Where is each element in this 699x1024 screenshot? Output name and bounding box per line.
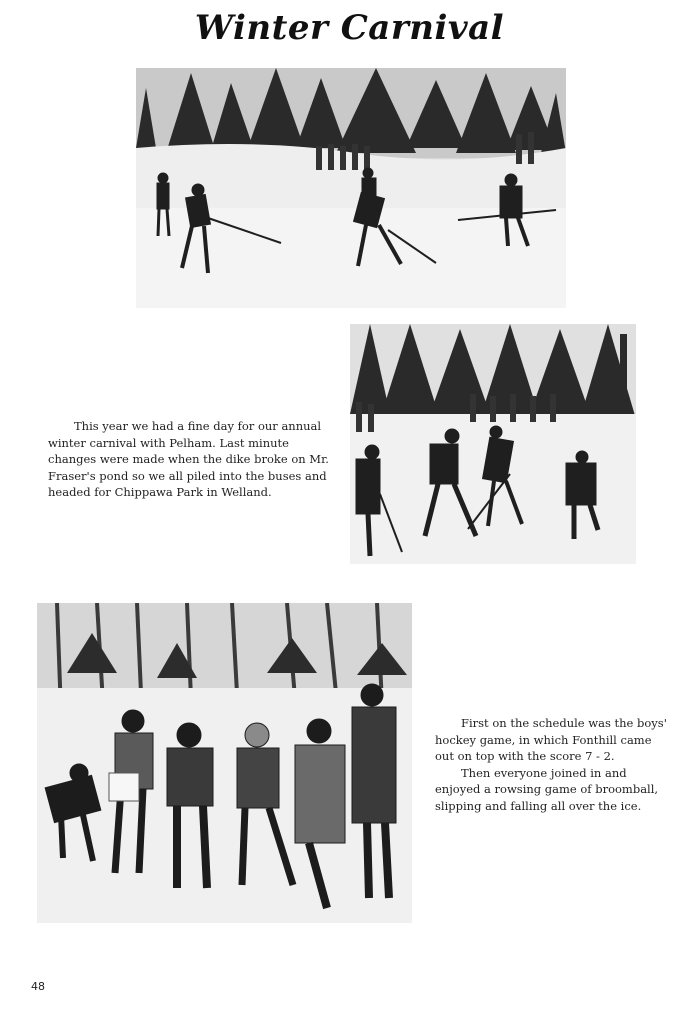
broomball-photo — [37, 603, 412, 923]
hockey-game-photo — [136, 68, 566, 308]
hockey-players-image — [350, 324, 636, 564]
hockey-game-image — [136, 68, 566, 308]
hockey-players-photo — [350, 324, 636, 564]
broomball-text: Then everyone joined in and enjoyed a rowsing game of broomball, slipping and falling all over the ice. — [435, 765, 659, 813]
page-title: Winter Carnival — [194, 8, 505, 48]
schedule-paragraph — [435, 715, 667, 814]
intro-paragraph — [48, 418, 338, 501]
intro-text: This year we had a fine day for our annual winter carnival with Pelham. Last minute changes were made when the dike broke on Mr. Fraser's pond so we all piled into the buses and headed for Chippawa Park in Welland. — [48, 419, 329, 499]
hockey-result-text: First on the schedule was the boys' hockey game, in which Fonthill came out on top with the score 7 - 2. — [435, 716, 667, 763]
broomball-image — [37, 603, 412, 923]
page-number: 48 — [31, 980, 45, 993]
